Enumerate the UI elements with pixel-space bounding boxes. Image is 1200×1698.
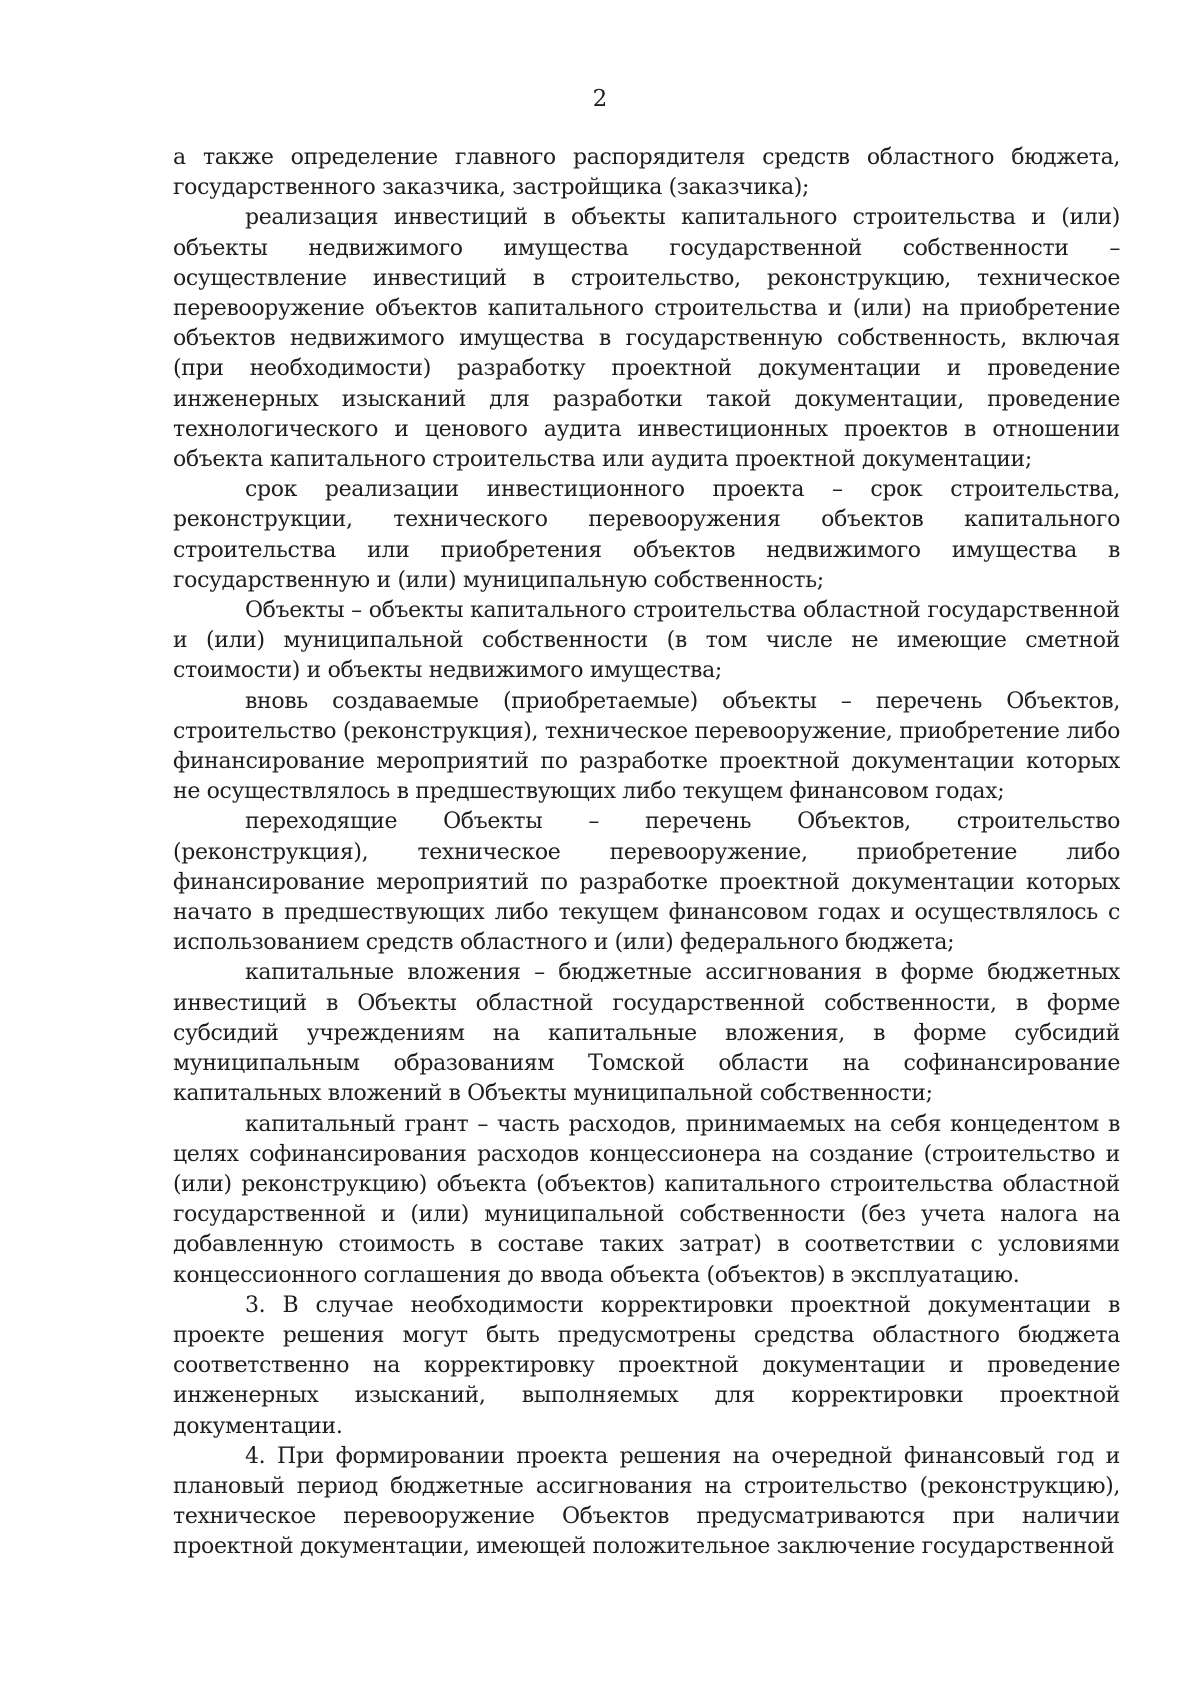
paragraph-item-4: 4. При формировании проекта решения на очередной финансовый год и плановый период бюджетные ассигнования на строительство (реконструкцию), техническое перевооружение Объектов предусматриваются при наличии проектной документации, имеющей положительное заключение государственной [173,1443,1120,1560]
paragraph-continuation: а также определение главного распорядителя средств областного бюджета, государственного заказчика, застройщика (заказчика); [173,145,1120,201]
document-body [173,143,1120,1563]
paragraph-transitional-objects: переходящие Объекты – перечень Объектов, строительство (реконструкция), техническое перевооружение, приобретение либо финансирование мероприятий по разработке проектной документации которых начато в предшествующих либо текущем финансовом годах и осуществлялось с использованием средств областного и (или) федерального бюджета; [173,809,1120,956]
paragraph-new-objects: вновь создаваемые (приобретаемые) объекты – перечень Объектов, строительство (реконструкция), техническое перевооружение, приобретение либо финансирование мероприятий по разработке проектной документации которых не осуществлялось в предшествующих либо текущем финансовом годах; [173,688,1120,805]
page-number: 2 [592,86,608,112]
paragraph-capital-grant: капитальный грант – часть расходов, принимаемых на себя концедентом в целях софинансирования расходов концессионера на создание (строительство и (или) реконструкцию) объекта (объектов) капитального строительства областной государственной и (или) муниципальной собственности (без учета налога на добавленную стоимость в составе таких затрат) в соответствии с условиями концессионного соглашения до ввода объекта (объектов) в эксплуатацию. [173,1111,1120,1288]
paragraph-item-3: 3. В случае необходимости корректировки проектной документации в проекте решения могут быть предусмотрены средства областного бюджета соответственно на корректировку проектной документации и проведение инженерных изысканий, выполняемых для корректировки проектной документации. [173,1292,1120,1439]
paragraph-objects-definition: Объекты – объекты капитального строительства областной государственной и (или) муниципальной собственности (в том числе не имеющие сметной стоимости) и объекты недвижимого имущества; [173,598,1120,684]
paragraph-project-term: срок реализации инвестиционного проекта – срок строительства, реконструкции, технического перевооружения объектов капитального строительства или приобретения объектов недвижимого имущества в государственную и (или) муниципальную собственность; [173,477,1120,593]
paragraph-investment-definition: реализация инвестиций в объекты капитального строительства и (или) объекты недвижимого имущества государственной собственности – осуществление инвестиций в строительство, реконструкцию, техническое перевооружение объектов капитального строительства и (или) на приобретение объектов недвижимого имущества в государственную собственность, включая (при необходимости) разработку проектной документации и проведение инженерных изысканий для разработки такой документации, проведение технологического и ценового аудита инвестиционных проектов в отношении объекта капитального строительства или аудита проектной документации; [173,205,1120,473]
paragraph-capital-investments: капитальные вложения – бюджетные ассигнования в форме бюджетных инвестиций в Объекты областной государственной собственности, в форме субсидий учреждениям на капитальные вложения, в форме субсидий муниципальным образованиям Томской области на софинансирование капитальных вложений в Объекты муниципальной собственности; [173,960,1120,1107]
